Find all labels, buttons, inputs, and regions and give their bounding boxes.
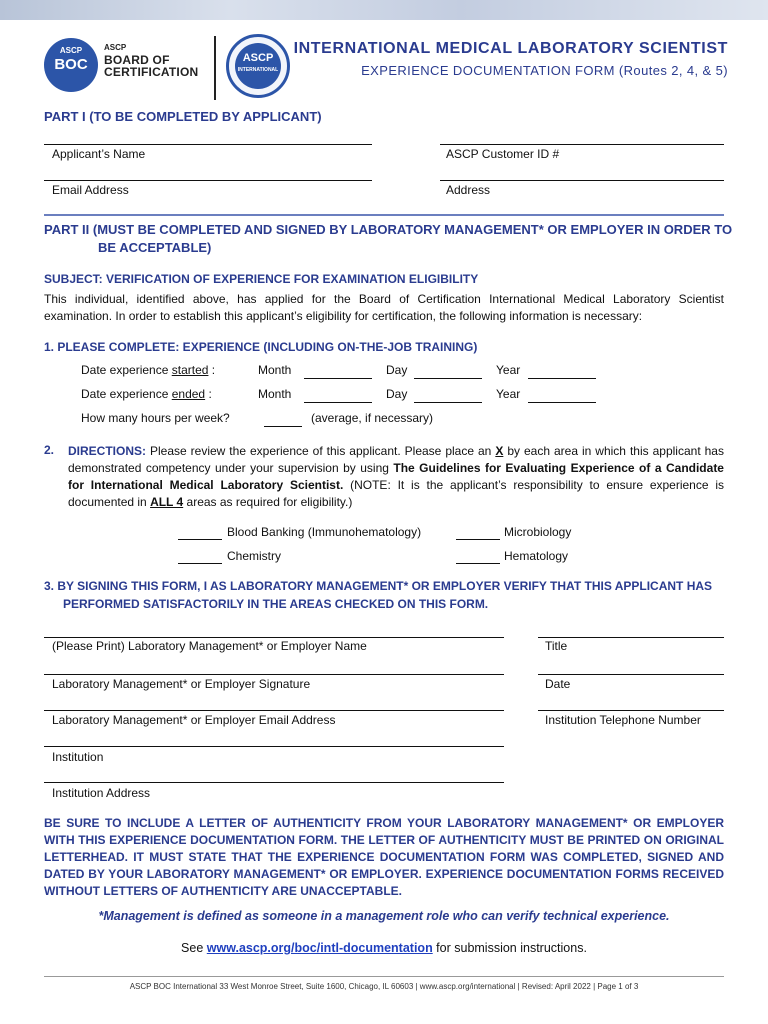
boc-line-3: CERTIFICATION	[104, 65, 199, 79]
employer-email-label: Laboratory Management* or Employer Email Address	[52, 713, 336, 727]
date-ended-suffix: :	[205, 387, 212, 401]
logo-right-bottom-text: INTERNATIONAL	[237, 67, 279, 73]
microbiology-checkbox-line[interactable]	[456, 539, 500, 540]
title-label: Title	[545, 639, 568, 653]
ascp-boc-logo	[44, 38, 98, 92]
date-started-suffix: :	[208, 363, 216, 377]
logo-right-top-text: ASCP	[242, 52, 274, 64]
started-day-field[interactable]	[414, 378, 482, 379]
date-ended-prefix: Date experience	[81, 387, 172, 401]
started-year-field[interactable]	[528, 378, 596, 379]
institution-address-field[interactable]	[44, 782, 504, 783]
ended-year-label: Year	[496, 387, 521, 401]
directions-text-2: by each area in which this applicant has demonstrated competency under your supervision by using	[68, 444, 724, 475]
ended-month-label: Month	[258, 387, 292, 401]
institution-field[interactable]	[44, 746, 504, 747]
ended-day-label: Day	[386, 387, 408, 401]
footer-rule	[44, 976, 724, 977]
directions-x-mark: X	[495, 444, 504, 458]
guidelines-title: The Guidelines for Evaluating Experience of a Candidate for International Medical Laboratory Scientist.	[68, 461, 724, 492]
document-title: INTERNATIONAL MEDICAL LABORATORY SCIENTIST	[293, 40, 728, 57]
management-definition: *Management is defined as someone in a management role who can verify technical experience.	[98, 909, 670, 923]
signature-field[interactable]	[44, 674, 504, 675]
hematology-checkbox-line[interactable]	[456, 563, 500, 564]
area-blood-banking: Blood Banking (Immunohematology)	[227, 525, 422, 539]
boc-line-1: ASCP	[104, 43, 127, 52]
blood-banking-checkbox-line[interactable]	[178, 539, 222, 540]
started-month-label: Month	[258, 363, 292, 377]
area-chemistry: Chemistry	[227, 549, 282, 563]
ended-month-field[interactable]	[304, 402, 372, 403]
see-prefix: See	[181, 941, 207, 955]
started-day-label: Day	[386, 363, 408, 377]
page-footer: ASCP BOC International 33 West Monroe Street, Suite 1600, Chicago, IL 60603 | www.ascp.org/international | Revised: April 2022 | Page 1 of 3	[129, 982, 639, 991]
date-started-label	[81, 363, 215, 377]
directions-text-3: (NOTE: It is the applicant’s responsibility to ensure experience is documented in	[68, 478, 724, 509]
logo-left-small-text: ASCP	[59, 46, 83, 55]
customer-id-field[interactable]	[440, 144, 724, 145]
phone-field[interactable]	[538, 710, 724, 711]
email-label: Email Address	[52, 183, 129, 197]
date-started-underlined: started	[171, 363, 209, 377]
applicant-name-label: Applicant’s Name	[52, 147, 146, 161]
ended-year-field[interactable]	[528, 402, 596, 403]
directions-label: DIRECTIONS:	[68, 444, 146, 458]
email-field[interactable]	[44, 180, 372, 181]
intro-paragraph: This individual, identified above, has applied for the Board of Certification International Medical Laboratory Scientist examination. In order to establish this applicant’s eligibility for certification, the following information is necessary:	[44, 292, 724, 323]
directions-text-1: Please review the experience of this applicant. Please place an	[146, 444, 496, 458]
section2-number: 2.	[44, 443, 55, 457]
ascp-international-logo	[226, 34, 290, 98]
employer-name-field[interactable]	[44, 637, 504, 638]
subject-line: SUBJECT: VERIFICATION OF EXPERIENCE FOR EXAMINATION ELIGIBILITY	[44, 272, 479, 286]
document-subtitle: EXPERIENCE DOCUMENTATION FORM (Routes 2, 4, & 5)	[361, 63, 728, 78]
hours-note: (average, if necessary)	[311, 411, 434, 425]
section3-line2: PERFORMED SATISFACTORILY IN THE AREAS CHECKED ON THIS FORM.	[63, 597, 489, 611]
part2-divider	[44, 214, 724, 216]
customer-id-label: ASCP Customer ID #	[446, 147, 560, 161]
section3-line1: 3. BY SIGNING THIS FORM, I AS LABORATORY MANAGEMENT* OR EMPLOYER VERIFY THAT THIS APPLICANT HAS	[44, 579, 713, 593]
started-year-label: Year	[496, 363, 521, 377]
logo-left-big-text: BOC	[54, 56, 88, 73]
date-ended-label	[81, 387, 212, 401]
directions-paragraph	[68, 443, 724, 511]
signature-label: Laboratory Management* or Employer Signature	[52, 677, 311, 691]
hours-per-week-field[interactable]	[264, 426, 302, 427]
date-label: Date	[545, 677, 571, 691]
applicant-name-field[interactable]	[44, 144, 372, 145]
date-ended-underlined: ended	[171, 387, 206, 401]
see-suffix: for submission instructions.	[432, 941, 587, 955]
hours-per-week-label: How many hours per week?	[81, 411, 230, 425]
header-divider	[214, 36, 216, 100]
phone-label: Institution Telephone Number	[545, 713, 701, 727]
section1-heading: 1. PLEASE COMPLETE: EXPERIENCE (INCLUDING ON-THE-JOB TRAINING)	[44, 340, 478, 354]
top-decorative-band	[0, 0, 768, 20]
title-field[interactable]	[538, 637, 724, 638]
boc-line-2: BOARD OF	[104, 53, 170, 67]
address-label: Address	[446, 183, 491, 197]
directions-text-4: areas as required for eligibility.)	[183, 495, 353, 509]
date-field[interactable]	[538, 674, 724, 675]
employer-email-field[interactable]	[44, 710, 504, 711]
date-started-prefix: Date experience	[81, 363, 172, 377]
area-hematology: Hematology	[504, 549, 569, 563]
area-microbiology: Microbiology	[504, 525, 572, 539]
part2-heading-line1: PART II (MUST BE COMPLETED AND SIGNED BY LABORATORY MANAGEMENT* OR EMPLOYER IN ORDER TO	[44, 222, 733, 237]
part1-heading: PART I (TO BE COMPLETED BY APPLICANT)	[44, 109, 322, 124]
ended-day-field[interactable]	[414, 402, 482, 403]
documentation-link[interactable]: www.ascp.org/boc/intl-documentation	[206, 941, 433, 955]
all-4-emphasis: ALL 4	[150, 495, 184, 509]
address-field[interactable]	[440, 180, 724, 181]
authenticity-notice: BE SURE TO INCLUDE A LETTER OF AUTHENTICITY FROM YOUR LABORATORY MANAGEMENT* OR EMPLOYER WITH THIS EXPERIENCE DOCUMENTATION FORM. THE LETTER OF AUTHENTICITY MUST BE PRINTED ON ORIGINAL LETTERHEAD. IT MUST STATE THAT THE EXPERIENCE DOCUMENTATION FORM WAS COMPLETED, SIGNED AND DATED BY YOUR LABORATORY MANAGEMENT* OR EMPLOYER. EXPERIENCE DOCUMENTATION FORMS RECEIVED WITHOUT LETTERS OF AUTHENTICITY ARE UNACCEPTABLE.	[44, 816, 724, 898]
chemistry-checkbox-line[interactable]	[178, 563, 222, 564]
submission-instructions	[0, 941, 768, 955]
part2-heading-line2: BE ACCEPTABLE)	[98, 240, 212, 255]
started-month-field[interactable]	[304, 378, 372, 379]
institution-label: Institution	[52, 750, 104, 764]
institution-address-label: Institution Address	[52, 786, 151, 800]
board-of-certification-wordmark	[104, 42, 198, 78]
employer-name-label: (Please Print) Laboratory Management* or Employer Name	[52, 639, 367, 653]
